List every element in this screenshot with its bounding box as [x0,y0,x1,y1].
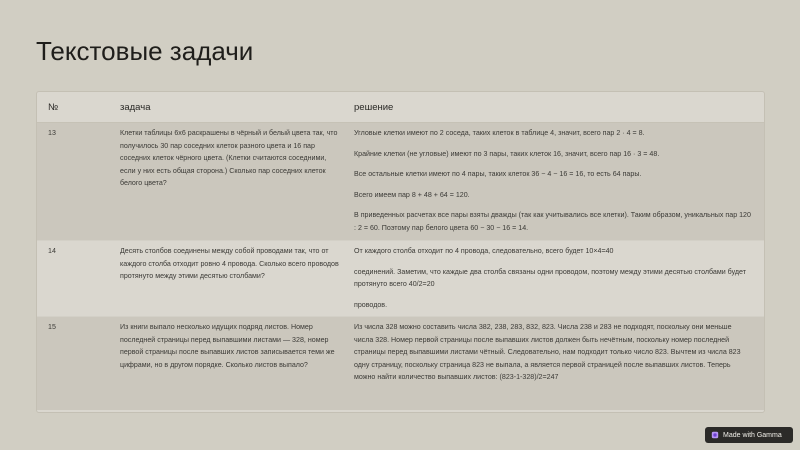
header-solution: решение [354,101,394,113]
gamma-logo-icon [711,431,719,439]
table-header [37,92,764,123]
header-num: № [48,101,59,113]
solution-line: Все остальные клетки имеют по 4 пары, таких клеток 36 − 4 − 16 = 16, то есть 64 пары. [354,170,642,178]
row-num: 13 [48,129,56,137]
row-num: 15 [48,323,56,331]
row-task: Десять столбов соединены между собой проводами так, что от каждого столба отходит ровно 4 провода. Сколько всего проводов протянуто между этими десятью столбами? [120,247,339,280]
row-solution [342,123,764,240]
row-solution [342,317,764,410]
row-solution [342,241,764,316]
solution-line: проводов. [354,300,388,309]
solution-line: Угловые клетки имеют по 2 соседа, таких клеток в таблице 4, значит, всего пар 2 · 4 = 8. [354,129,645,137]
row-task: Из книги выпало несколько идущих подряд листов. Номер последней страницы перед выпавшими листами — 328, номер первой страницы после выпавших листов записывается теми же цифрами, но в другом порядке. Сколько листов выпало? [120,323,335,369]
table-row [37,241,764,317]
header-task: задача [120,101,151,113]
solution-line: Из числа 328 можно составить числа 382, 238, 283, 832, 823. Числа 238 и 283 не подходят, поскольку они меньше числа 328. Номер первой страницы после выпавших листов должен быть нечётным, поскольку номер последней страницы перед выпавшими листами чётный. Следовательно, нам подходит только число 823. Вычтем из числа 823 одну страницу, поскольку страница 823 не выпала, а является первой страницей после выпавших листов. Теперь можно найти количество выпавших листов: (823-1-328)/2=247 [354,323,741,381]
solution-line: От каждого столба отходит по 4 провода, следовательно, всего будет 10×4=40 [354,247,614,255]
solution-line: Всего имеем пар 8 + 48 + 64 = 120. [354,190,470,199]
row-num: 14 [48,247,56,255]
solution-line: соединений. Заметим, что каждые два столба связаны одни проводом, поэтому между этими десятью столбами будет протянуто всего 40/2=20 [354,267,746,288]
table-row [37,123,764,241]
solution-line: Крайние клетки (не угловые) имеют по 3 пары, таких клеток 16, значит, всего пар 16 · 3 = 48. [354,149,660,158]
badge-label: Made with Gamma [723,431,782,439]
made-with-gamma-badge[interactable] [705,427,793,443]
table-row [37,317,764,410]
tasks-table [36,91,765,413]
row-task: Клетки таблицы 6x6 раскрашены в чёрный и белый цвета так, что получилось 30 пар соседних клеток разного цвета и 16 пар соседних клеток чёрного цвета. (Клетки считаются соседними, если у них есть общая сторона.) Сколько пар соседних клеток белого цвета? [120,129,338,187]
solution-line: В приведенных расчетах все пары взяты дважды (так как учитывались все клетки). Таким образом, уникальных пар 120 : 2 = 60. Поэтому пар белого цвета 60 − 30 − 16 = 14. [354,211,751,232]
slide-title: Текстовые задачи [36,36,254,66]
